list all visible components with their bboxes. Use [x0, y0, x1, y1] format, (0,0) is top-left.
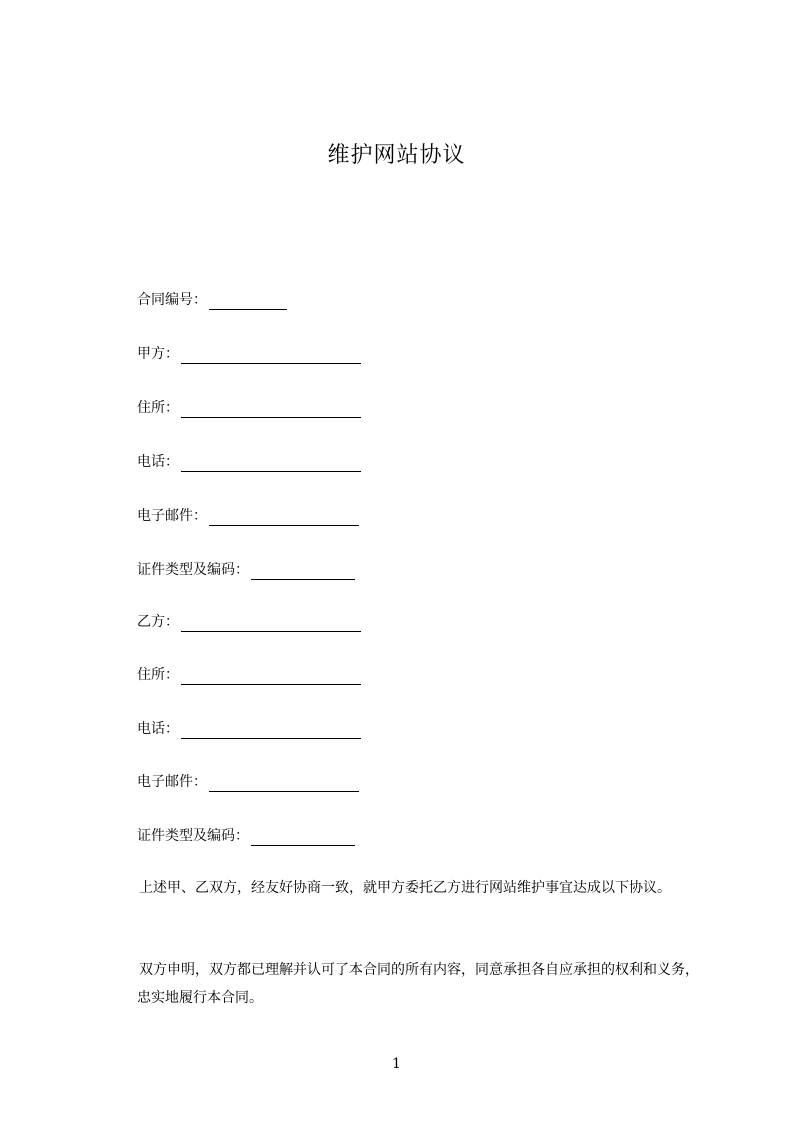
field-party-b-email: [137, 772, 359, 792]
field-label: 住所：: [137, 400, 179, 416]
field-label: 电子邮件：: [137, 774, 207, 790]
field-party-a: [137, 344, 361, 364]
blank-line: [181, 722, 361, 739]
blank-line: [181, 455, 361, 472]
blank-line: [181, 615, 361, 632]
field-party-b: [137, 612, 361, 632]
paragraph-agreement: 上述甲、乙双方，经友好协商一致，就甲方委托乙方进行网站维护事宜达成以下协议。: [139, 880, 671, 896]
blank-line: [209, 775, 359, 792]
field-label: 电话：: [137, 454, 179, 470]
field-label: 证件类型及编码：: [137, 828, 249, 844]
field-label: 电子邮件：: [137, 508, 207, 524]
blank-line: [181, 668, 361, 685]
field-party-b-phone: [137, 719, 361, 739]
field-label: 乙方：: [137, 614, 179, 630]
field-label: 合同编号：: [137, 292, 207, 308]
page-number: 1: [392, 1056, 401, 1072]
field-party-a-id: [137, 560, 355, 580]
blank-line: [181, 401, 361, 418]
field-label: 甲方：: [137, 346, 179, 362]
field-party-b-address: [137, 665, 361, 685]
blank-line: [209, 509, 359, 526]
field-label: 电话：: [137, 721, 179, 737]
blank-line: [251, 563, 355, 580]
field-label: 证件类型及编码：: [137, 562, 249, 578]
blank-line: [209, 293, 287, 310]
field-label: 住所：: [137, 667, 179, 683]
blank-line: [251, 829, 355, 846]
blank-line: [181, 347, 361, 364]
paragraph-declaration: 双方申明，双方都已理解并认可了本合同的所有内容，同意承担各自应承担的权利和义务，忠实地履行本合同。: [137, 962, 699, 1006]
field-contract-number: [137, 290, 287, 310]
field-party-a-address: [137, 398, 361, 418]
field-party-a-phone: [137, 452, 361, 472]
document-title: 维护网站协议: [327, 143, 466, 168]
field-party-a-email: [137, 506, 359, 526]
field-party-b-id: [137, 826, 355, 846]
